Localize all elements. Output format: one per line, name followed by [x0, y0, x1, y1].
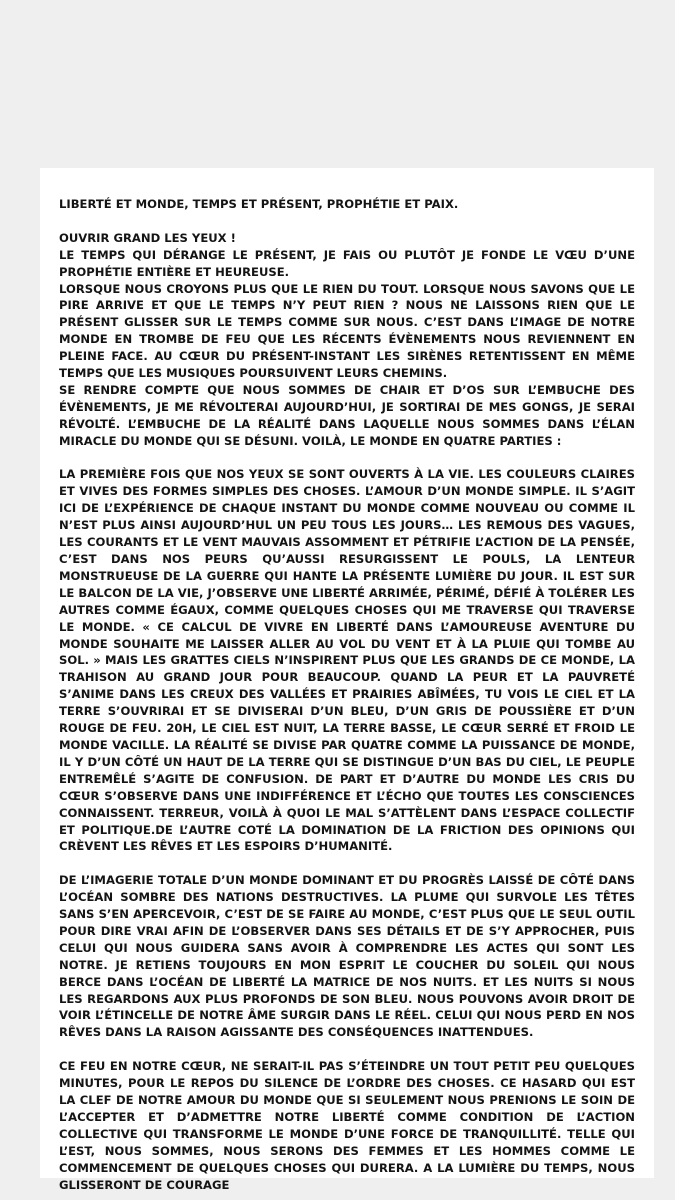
paragraph-gap	[59, 450, 635, 467]
document-page	[40, 168, 654, 1192]
document-body	[59, 196, 635, 1193]
paragraph-gap	[59, 1041, 635, 1058]
paragraph-gap	[59, 855, 635, 872]
paragraph-intro: OUVRIR GRAND LES YEUX !	[59, 230, 236, 245]
paragraph: LA PREMIÈRE FOIS QUE NOS YEUX SE SONT OUVERTS À LA VIE. LES COULEURS CLAIRES ET VIVES DES FORMES SIMPLES DES CHOSES. L’AMOUR D’UN MONDE SIMPLE. IL S’AGIT ICI DE L’EXPÉRIENCE DE CHAQUE INSTANT DU MONDE COMME NOUVEAU OU COMME IL N’EST PLUS AINSI AUJOURD’HUL UN PEU TOUS LES JOURS… LES REMOUS DES VAGUES, LES COURANTS ET LE VENT MAUVAIS ASSOMMENT ET PÉTRIFIE L’ACTION DE LA PENSÉE, C’EST DANS NOS PEURS QU’AUSSI RESURGISSENT LE POULS, LA LENTEUR MONSTRUEUSE DE LA GUERRE QUI HANTE LA PRÉSENTE LUMIÈRE DU JOUR. IL EST SUR LE BALCON DE LA VIE, J’OBSERVE UNE LIBERTÉ ARRIMÉE, PÉRIMÉ, DÉFIÉ À TOLÉRER LES AUTRES COMME ÉGAUX, COMME QUELQUES CHOSES QUI ME TRAVERSE QUI TRAVERSE LE MONDE. « CE CALCUL DE VIVRE EN LIBERTÉ DANS L’AMOUREUSE AVENTURE DU MONDE SOUHAITE ME LAISSER ALLER AU VOL DU VENT ET À LA PLUIE QUI TOMBE AU SOL. » MAIS LES GRATTES CIELS N’INSPIRENT PLUS QUE LES GRANDS DE CE MONDE, LA TRAHISON AU GRAND JOUR POUR BEAUCOUP. QUAND LA PEUR ET LA PAUVRETÉ S’ANIME DANS LES CREUX DES VALLÉES ET PRAIRIES ABÎMÉES, TU VOIS LE CIEL ET LA TERRE S’OUVRIRAI ET SE DIVISERAI D’UN BLEU, D’UN GRIS DE POUSSIÈRE ET D’UN ROUGE DE FEU. 20H, LE CIEL EST NUIT, LA TERRE BASSE, LE CŒUR SERRÉ ET FROID LE MONDE VACILLE. LA RÉALITÉ SE DIVISE PAR QUATRE COMME LA PUISSANCE DE MONDE, IL Y D’UN CÔTÉ UN HAUT DE LA TERRE QUI SE DISTINGUE D’UN BAS DU CIEL, LE PEUPLE ENTREMÊLÉ S’AGITE DE CONFUSION. DE PART ET D’AUTRE DU MONDE LES CRIS DU CŒUR S’OBSERVE DANS UNE INDIFFÉRENCE ET L’ÉCHO QUE TOUTES LES CONSCIENCES CONNAISSENT. TERREUR, VOILÀ À QUOI LE MAL S’ATTÈLENT DANS L’ESPACE COLLECTIF ET POLITIQUE.DE L’AUTRE COTÉ LA DOMINATION DE LA FRICTION DES OPINIONS QUI CRÈVENT LES RÊVES ET LES ESPOIRS D’HUMANITÉ.	[59, 467, 635, 854]
paragraph: CE FEU EN NOTRE CŒUR, NE SERAIT-IL PAS S’ÉTEINDRE UN TOUT PETIT PEU QUELQUES MINUTES, POUR LE REPOS DU SILENCE DE L’ORDRE DES CHOSES. CE HASARD QUI EST LA CLEF DE NOTRE AMOUR DU MONDE QUE SI SEULEMENT NOUS PRENIONS LE SOIN DE L’ACCEPTER ET D’ADMETTRE NOTRE LIBERTÉ COMME CONDITION DE L’ACTION COLLECTIVE QUI TRANSFORME LE MONDE D’UNE FORCE DE TRANQUILLITÉ. TELLE QUI L’EST, NOUS SOMMES, NOUS SERONS DES FEMMES ET LES HOMMES COMME LE COMMENCEMENT DE QUELQUES CHOSES QUI DURERA. A LA LUMIÈRE DU TEMPS, NOUS GLISSERONT DE COURAGE	[59, 1059, 635, 1192]
paragraph: SE RENDRE COMPTE QUE NOUS SOMMES DE CHAIR ET D’OS SUR L’EMBUCHE DES ÉVÈNEMENTS, JE ME RÉVOLTERAI AUJOURD’HUI, JE SORTIRAI DE MES GONGS, JE SERAI RÉVOLTÉ. L’EMBUCHE DE LA RÉALITÉ DANS LAQUELLE NOUS SOMMES DANS L’ÉLAN MIRACLE DU MONDE QUI SE DÉSUNI. VOILÀ, LE MONDE EN QUATRE PARTIES :	[59, 382, 635, 448]
paragraph-gap	[59, 213, 635, 230]
paragraph: DE L’IMAGERIE TOTALE D’UN MONDE DOMINANT ET DU PROGRÈS LAISSÉ DE CÔTÉ DANS L’OCÉAN SOMBRE DES NATIONS DESTRUCTIVES. LA PLUME QUI SURVOLE LES TÊTES SANS S’EN APERCEVOIR, C’EST DE SE FAIRE AU MONDE, C’EST PLUS QUE LE SEUL OUTIL POUR DIRE VRAI AFIN DE L’OBSERVER DANS SES DÉTAILS ET DE S’Y APPROCHER, PUIS CELUI QUI NOUS GUIDERA SANS AVOIR À COMPRENDRE LES ACTES QUI SONT LES NOTRE. JE RETIENS TOUJOURS EN MON ESPRIT LE COUCHER DU SOLEIL QUI NOUS BERCE DANS L’OCÉAN DE LIBERTÉ LA MATRICE DE NOS NUITS. ET LES NUITS SI NOUS LES REGARDONS AUX PLUS PROFONDS DE SON BLEU. NOUS POUVONS AVOIR DROIT DE VOIR L’ÉTINCELLE DE NOTRE ÂME SURGIR DANS LE RÉEL. CELUI QUI NOUS PERD EN NOS RÊVES DANS LA RAISON AGISSANTE DES CONSÉQUENCES INATTENDUES.	[59, 873, 635, 1040]
paragraph: LE TEMPS QUI DÉRANGE LE PRÉSENT, JE FAIS OU PLUTÔT JE FONDE LE VŒU D’UNE PROPHÉTIE ENTIÈRE ET HEUREUSE.	[59, 247, 635, 279]
document-title: LIBERTÉ ET MONDE, TEMPS ET PRÉSENT, PROPHÉTIE ET PAIX.	[59, 197, 459, 211]
paragraph: LORSQUE NOUS CROYONS PLUS QUE LE RIEN DU TOUT. LORSQUE NOUS SAVONS QUE LE PIRE ARRIVE ET QUE LE TEMPS N’Y PEUT RIEN ? NOUS NE LAISSONS RIEN QUE LE PRÉSENT GLISSER SUR LE TEMPS COMME SUR NOUS. C’EST DANS L’IMAGE DE NOTRE MONDE EN TROMBE DE FEU QUE LES RÉCENTS ÉVÈNEMENTS NOUS REVIENNENT EN PLEINE FACE. AU CŒUR DU PRÉSENT-INSTANT LES SIRÈNES RETENTISSENT EN MÊME TEMPS QUE LES MUSIQUES POURSUIVENT LEURS CHEMINS.	[59, 281, 635, 381]
